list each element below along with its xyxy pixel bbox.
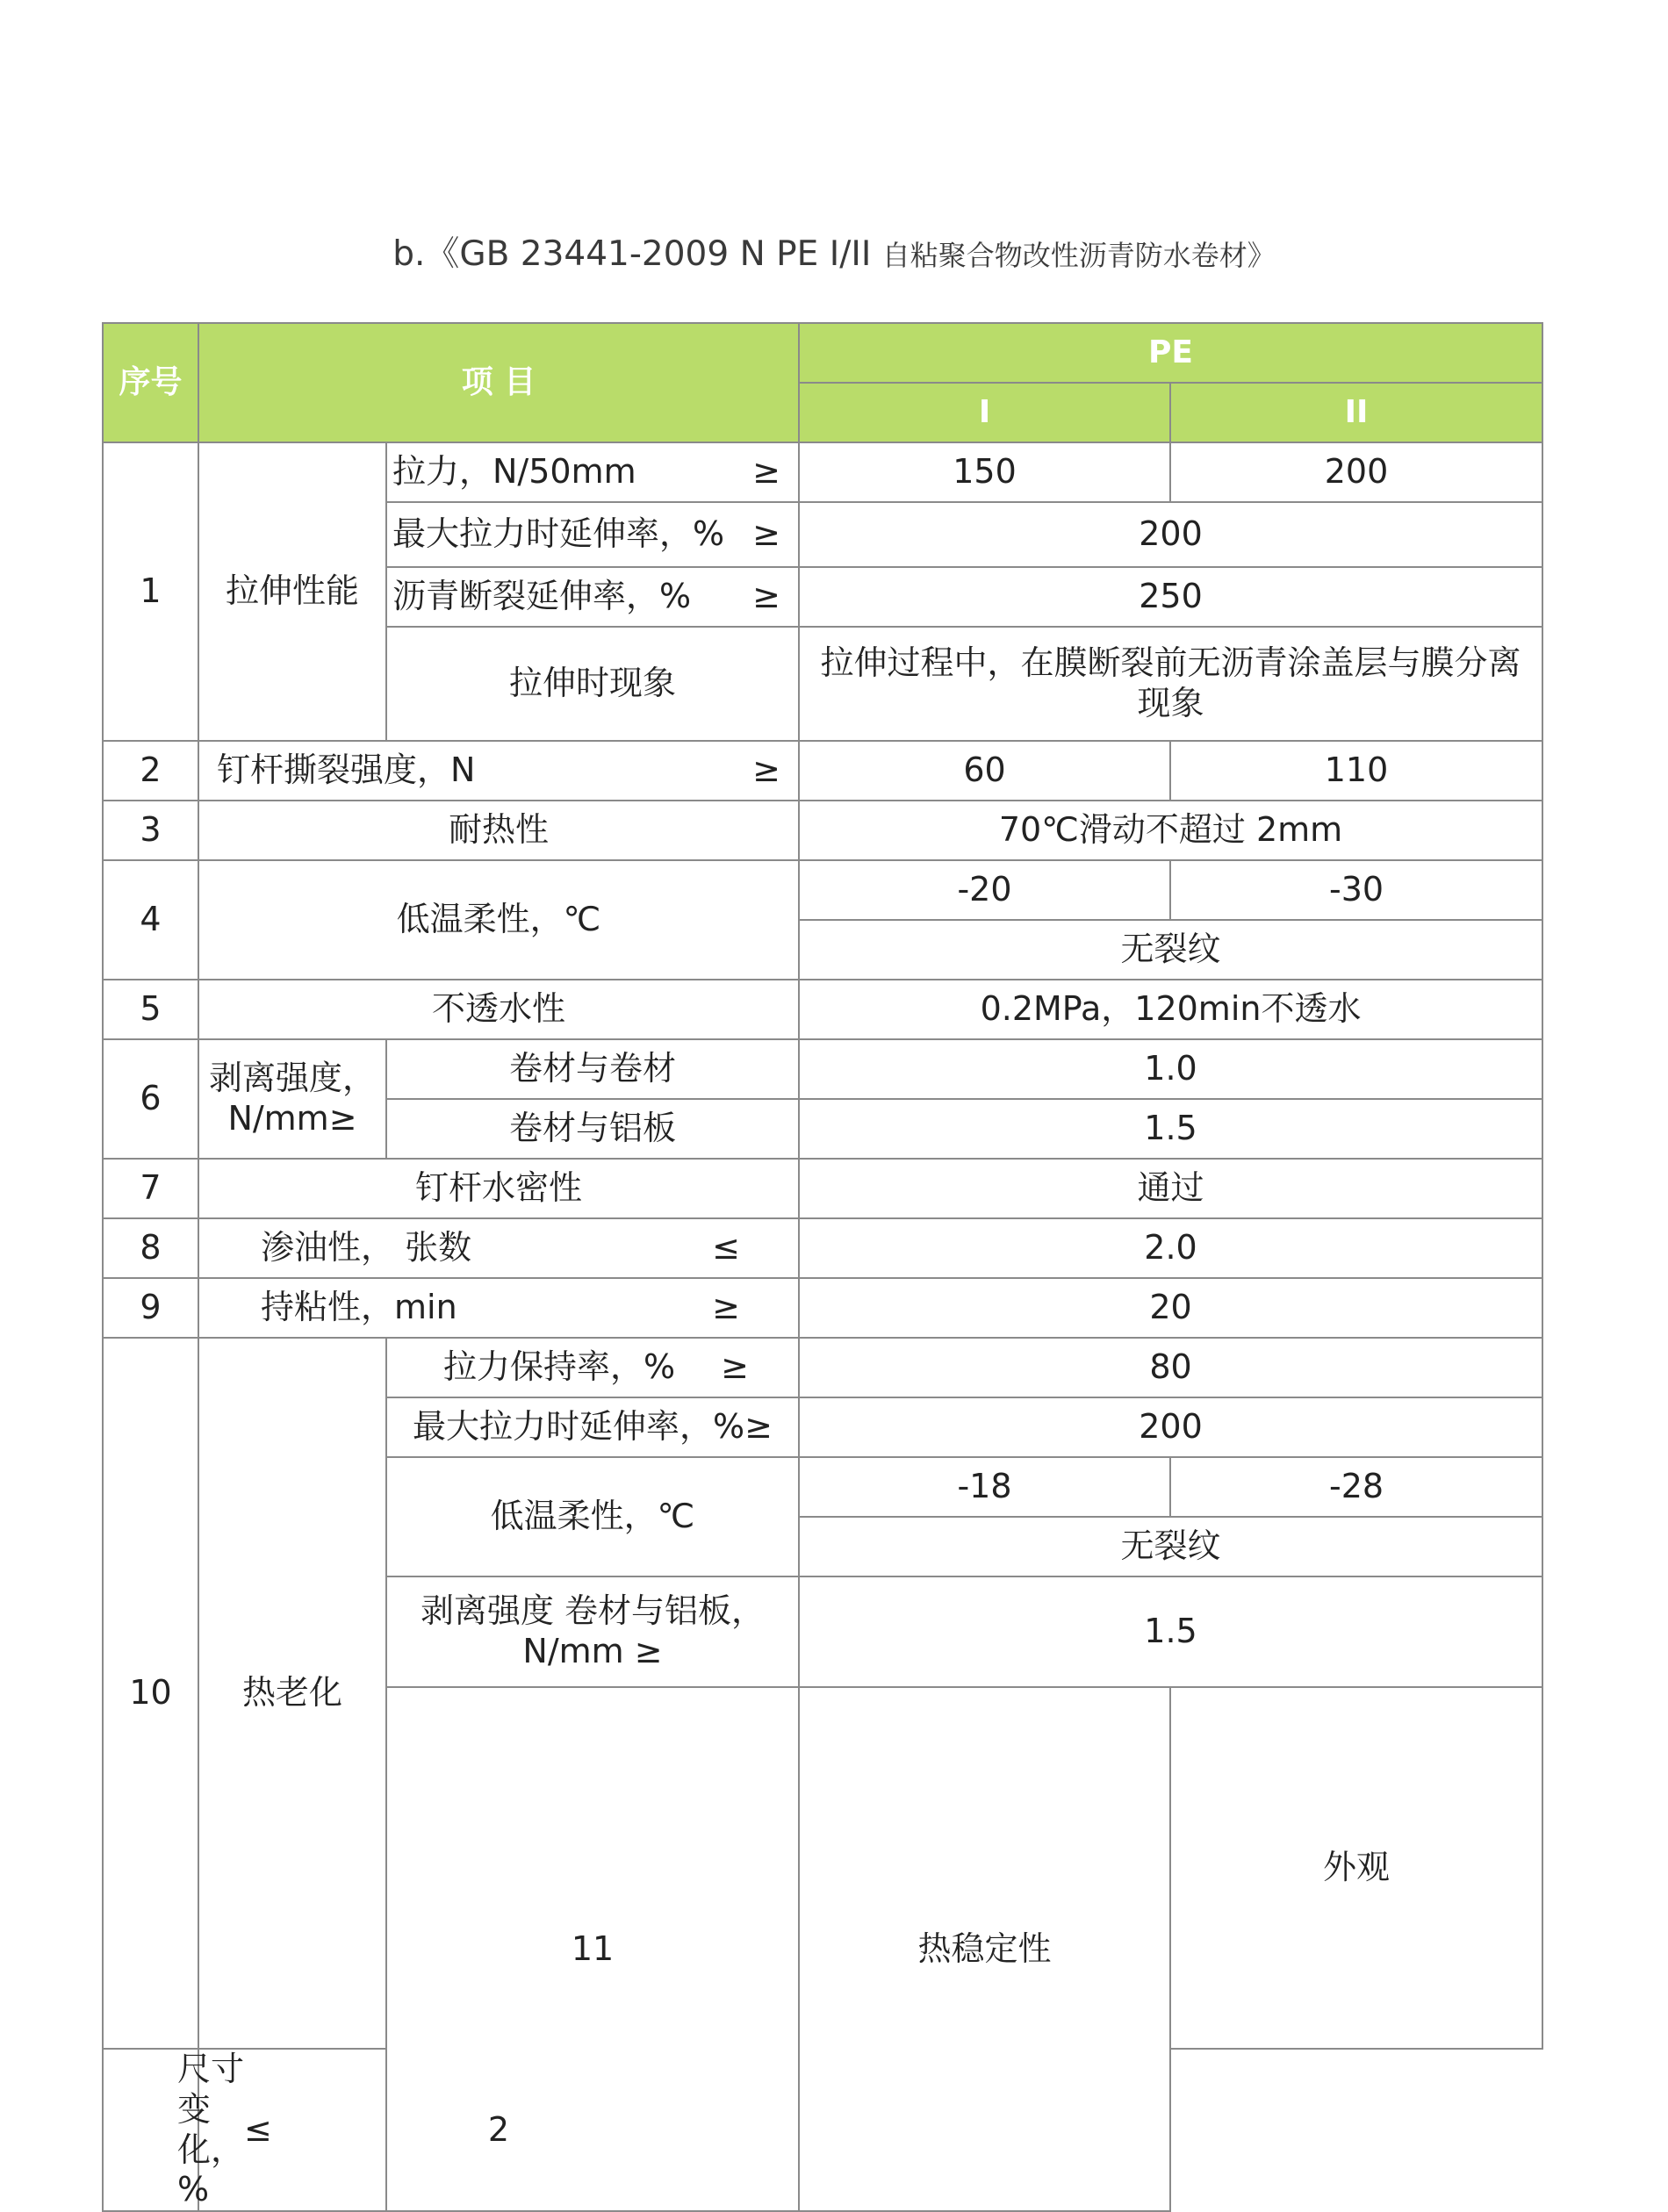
operator: ≥ (712, 1288, 741, 1327)
row-seq: 11 (386, 1687, 799, 2211)
title-prefix: b.《GB 23441-2009 N PE I/II (392, 234, 882, 274)
row-seq: 4 (103, 860, 198, 980)
header-grade-1: I (799, 383, 1170, 442)
value-grade-2: -28 (1170, 1457, 1542, 1517)
table-row (103, 1159, 1542, 1218)
header-pe: PE (799, 323, 1542, 383)
row-seq: 7 (103, 1159, 198, 1218)
operator: ≥ (752, 750, 781, 790)
table-row (103, 1338, 1542, 1397)
row-label (103, 2049, 272, 2210)
row-label: 低温柔性，℃ (386, 1457, 799, 1576)
row-seq: 1 (103, 442, 198, 741)
header-item: 项 目 (198, 323, 799, 442)
value-grade-2: 110 (1170, 741, 1542, 801)
row-seq: 10 (103, 1338, 198, 2049)
operator: ≥ (752, 514, 781, 554)
row-label (386, 502, 799, 567)
table-row (103, 860, 1542, 920)
row-label (198, 741, 799, 801)
row-label: 耐热性 (198, 801, 799, 860)
value-both: 1.0 (799, 1039, 1542, 1099)
value-grade-1: 60 (799, 741, 1170, 801)
row-label: 不透水性 (198, 980, 799, 1039)
row-group: 剥离强度，N/mm≥ (198, 1039, 386, 1159)
value-both: 通过 (799, 1159, 1542, 1218)
row-label: 卷材与铝板 (386, 1099, 799, 1159)
row-label: 低温柔性，℃ (198, 860, 799, 980)
row-seq: 6 (103, 1039, 198, 1159)
table-row (103, 442, 1542, 502)
header-row (103, 323, 1542, 383)
value-grade-1: -20 (799, 860, 1170, 920)
document-title (0, 226, 1668, 276)
value-both: 2.0 (799, 1218, 1542, 1278)
operator: ≤ (244, 2109, 272, 2149)
row-label: 钉杆水密性 (198, 1159, 799, 1218)
row-group: 热老化 (198, 1338, 386, 2049)
value-both: 1.5 (799, 1099, 1542, 1159)
table-row (103, 741, 1542, 801)
label-text: 拉力，N/50mm (392, 452, 636, 492)
label-text: 拉力保持率，% (443, 1347, 676, 1387)
row-label: 最大拉力时延伸率，%≥ (386, 1397, 799, 1457)
row-label (386, 442, 799, 502)
value-both: 200 (799, 1397, 1542, 1457)
operator: ≥ (752, 452, 781, 492)
row-group: 拉伸性能 (198, 442, 386, 741)
table-row (103, 980, 1542, 1039)
header-seq: 序号 (103, 323, 198, 442)
value-both: 2 (198, 2049, 799, 2210)
operator: ≥ (721, 1347, 750, 1387)
row-label: 拉伸时现象 (386, 627, 799, 741)
value-both: 0.2MPa，120min不透水 (799, 980, 1542, 1039)
label-text: 沥青断裂延伸率，% (392, 577, 692, 616)
value-both: 无裂纹 (799, 920, 1542, 980)
row-label (198, 1218, 799, 1278)
row-label: 剥离强度 卷材与铝板，N/mm ≥ (386, 1576, 799, 1687)
row-seq: 2 (103, 741, 198, 801)
value-both: 1.5 (799, 1576, 1542, 1687)
value-both: 20 (799, 1278, 1542, 1338)
row-label (198, 1278, 799, 1338)
row-group: 热稳定性 (799, 1687, 1170, 2211)
value-both: 80 (799, 1338, 1542, 1397)
value-both: 250 (799, 567, 1542, 627)
value-grade-1: -18 (799, 1457, 1170, 1517)
operator: ≥ (752, 577, 781, 616)
label-text: 尺寸变化，% (177, 2050, 245, 2209)
spec-table (102, 322, 1543, 2212)
row-seq: 3 (103, 801, 198, 860)
value-both: 拉伸过程中，在膜断裂前无沥青涂盖层与膜分离现象 (799, 627, 1542, 741)
value-grade-1: 150 (799, 442, 1170, 502)
label-text: 渗油性， 张数 (261, 1228, 472, 1268)
row-label (386, 1338, 799, 1397)
value-grade-2: 200 (1170, 442, 1542, 502)
row-seq: 8 (103, 1218, 198, 1278)
label-text: 最大拉力时延伸率，% (392, 514, 725, 554)
value-both: 无裂纹 (799, 1517, 1542, 1576)
row-label: 卷材与卷材 (386, 1039, 799, 1099)
label-text: 钉杆撕裂强度，N (217, 750, 476, 790)
row-seq: 5 (103, 980, 198, 1039)
table-row (103, 1039, 1542, 1099)
value-grade-2: -30 (1170, 860, 1542, 920)
row-label (386, 567, 799, 627)
row-seq: 9 (103, 1278, 198, 1338)
table-row (103, 1218, 1542, 1278)
label-text: 持粘性，min (261, 1288, 457, 1327)
row-label: 外观 (1170, 1687, 1542, 2049)
table-row (103, 1278, 1542, 1338)
operator: ≤ (712, 1228, 741, 1268)
header-grade-2: II (1170, 383, 1542, 442)
title-chinese: 自粘聚合物改性沥青防水卷材》 (881, 239, 1276, 272)
table-row (103, 801, 1542, 860)
value-both: 200 (799, 502, 1542, 567)
value-both: 70℃滑动不超过 2mm (799, 801, 1542, 860)
